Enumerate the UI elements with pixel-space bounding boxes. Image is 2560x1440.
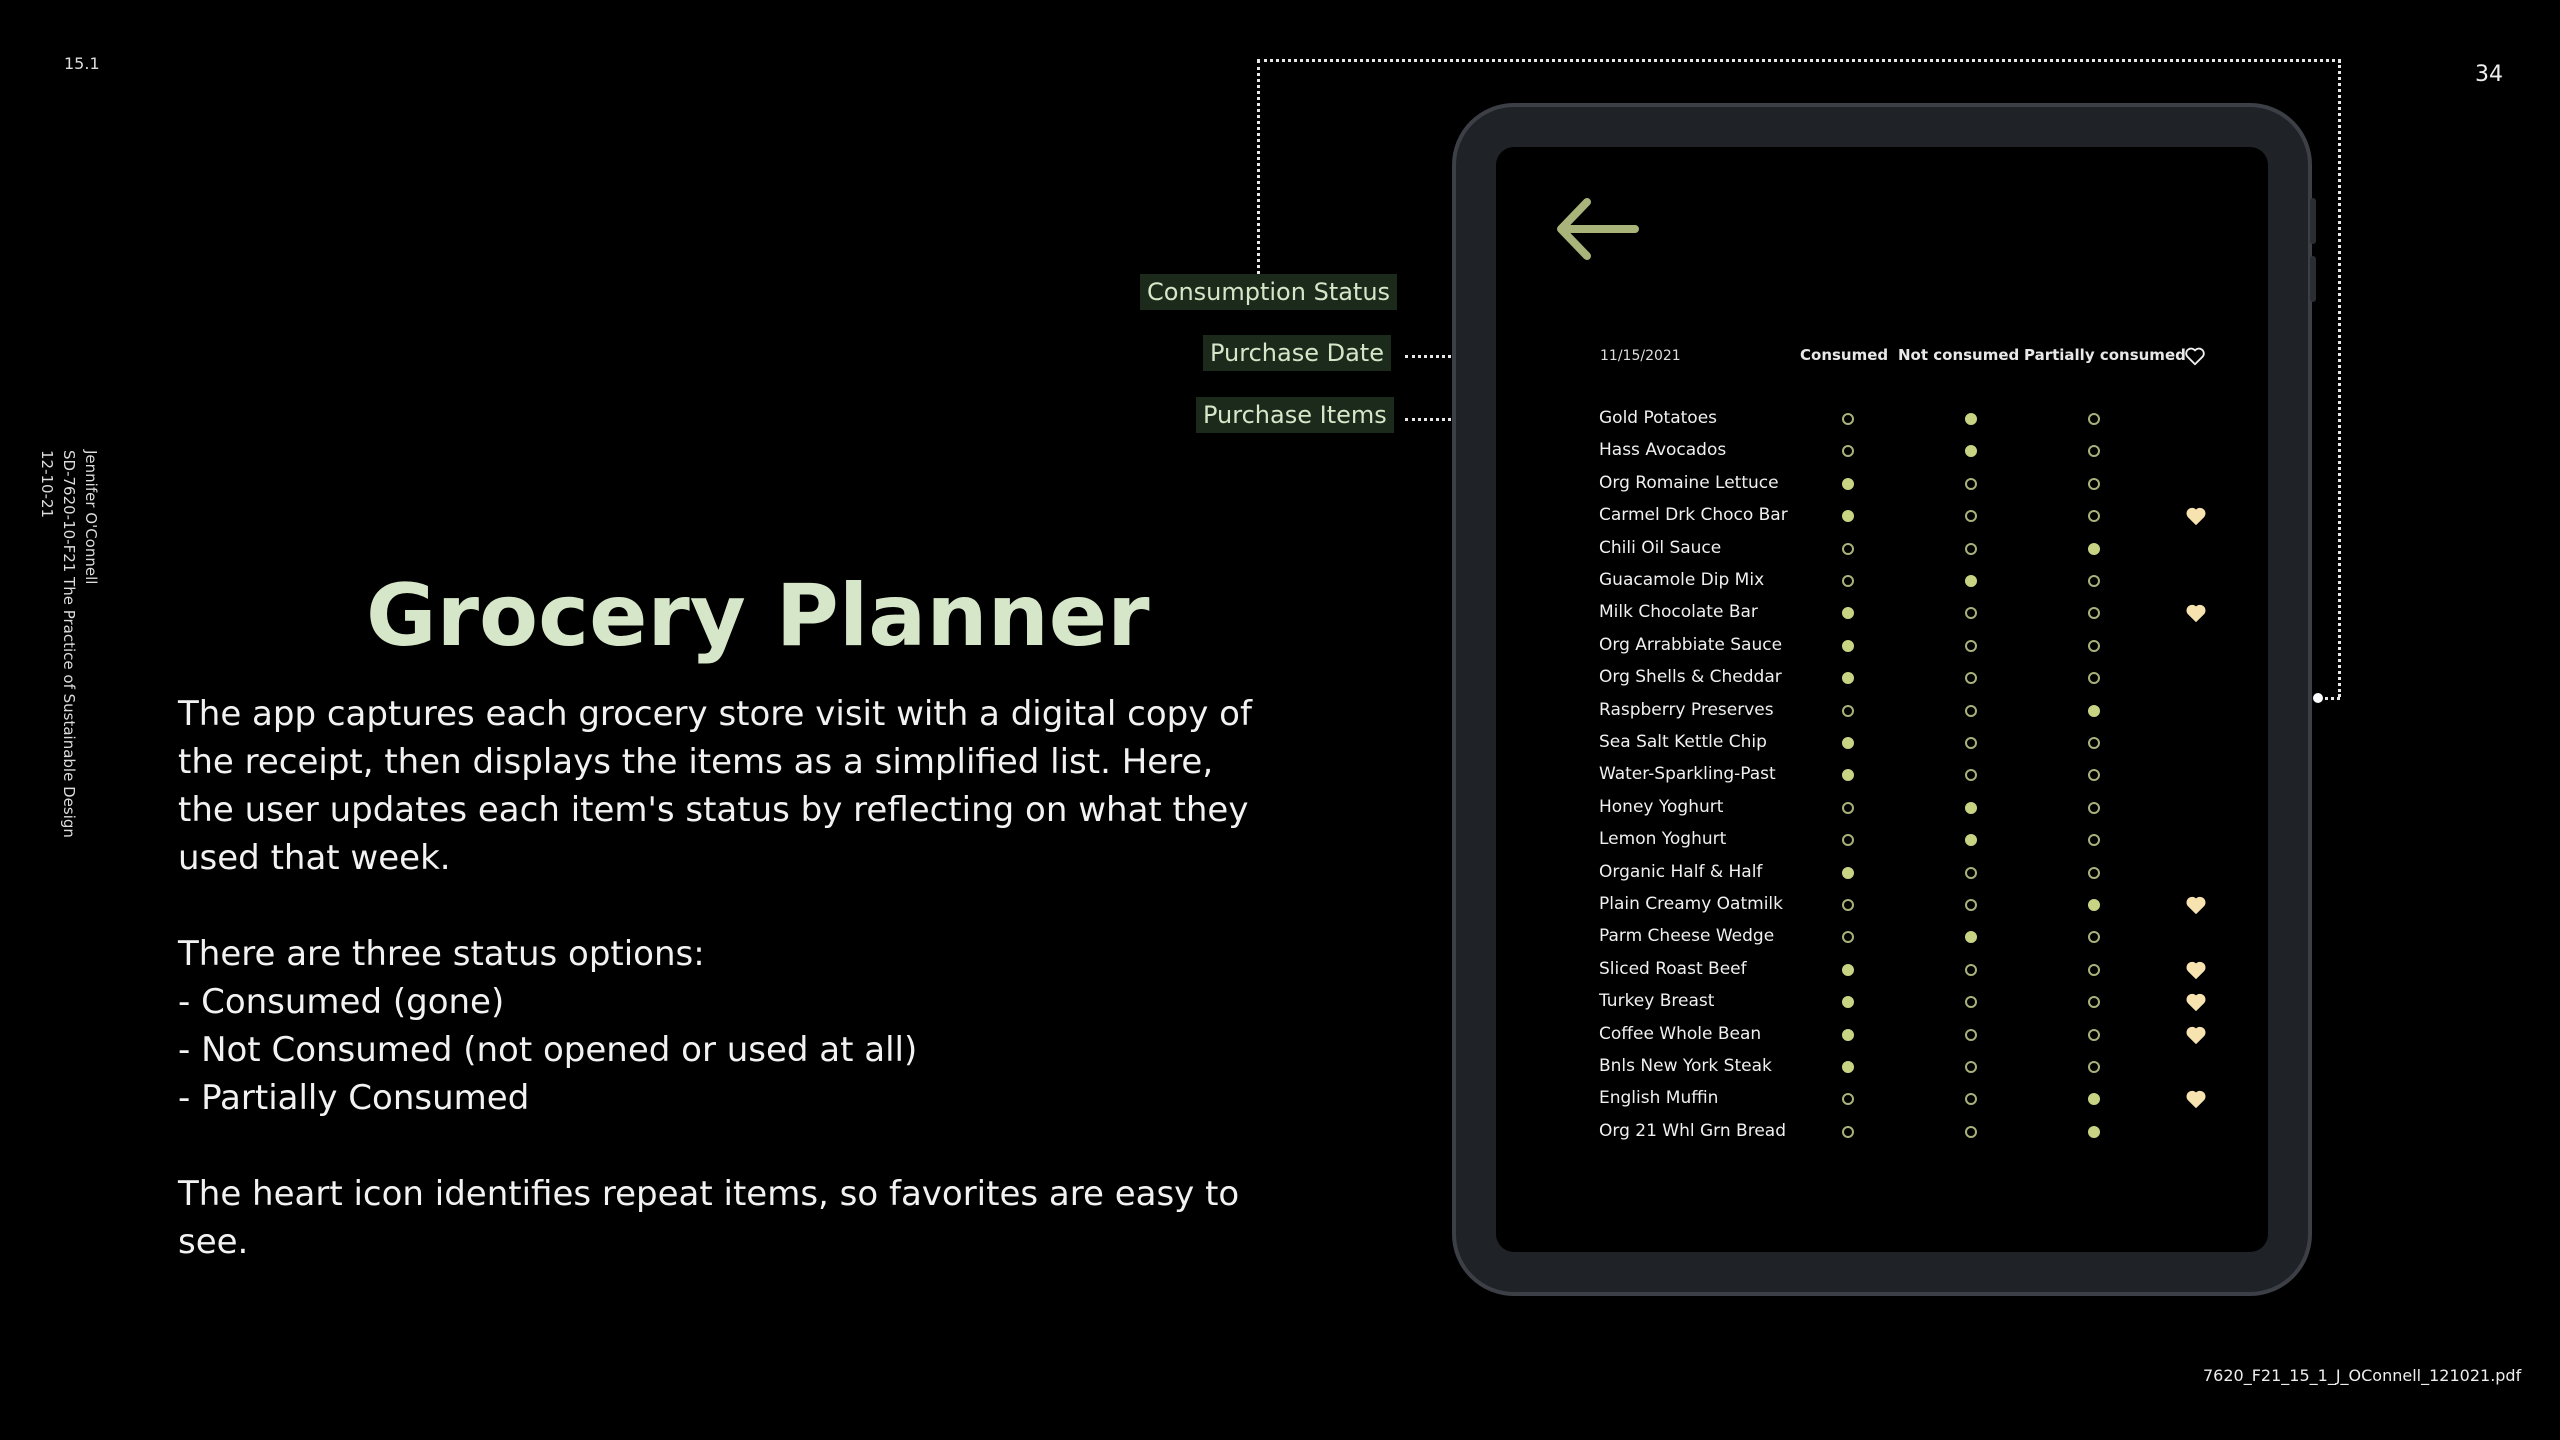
status-radio-partially-consumed[interactable] <box>2088 478 2100 490</box>
slide-date: 12-10-21 <box>38 450 56 519</box>
heart-icon[interactable] <box>2185 602 2207 624</box>
status-radio-consumed[interactable] <box>1842 445 1854 457</box>
item-name: Sea Salt Kettle Chip <box>1599 732 1767 752</box>
page-title: Grocery Planner <box>366 566 1150 666</box>
item-name: Org Arrabbiate Sauce <box>1599 635 1783 655</box>
status-radio-partially-consumed[interactable] <box>2088 575 2100 587</box>
status-radio-partially-consumed[interactable] <box>2088 834 2100 846</box>
item-name: Raspberry Preserves <box>1599 700 1774 720</box>
item-name: Organic Half & Half <box>1599 862 1763 882</box>
status-radio-not-consumed[interactable] <box>1965 478 1977 490</box>
status-radio-partially-consumed[interactable] <box>2088 931 2100 943</box>
status-radio-partially-consumed[interactable] <box>2088 867 2100 879</box>
status-radio-partially-consumed[interactable] <box>2088 802 2100 814</box>
item-name: Guacamole Dip Mix <box>1599 570 1765 590</box>
item-name: Coffee Whole Bean <box>1599 1024 1762 1044</box>
status-radio-partially-consumed[interactable] <box>2088 640 2100 652</box>
item-name: Org 21 Whl Grn Bread <box>1599 1121 1786 1141</box>
status-radio-partially-consumed[interactable] <box>2088 1126 2100 1138</box>
tablet-side-button <box>2310 198 2316 244</box>
item-name: Org Romaine Lettuce <box>1599 473 1779 493</box>
status-radio-partially-consumed[interactable] <box>2088 607 2100 619</box>
connector-line <box>1257 59 2341 62</box>
status-radio-not-consumed[interactable] <box>1965 672 1977 684</box>
item-name: Org Shells & Cheddar <box>1599 667 1782 687</box>
status-radio-not-consumed[interactable] <box>1965 867 1977 879</box>
status-radio-consumed[interactable] <box>1842 672 1854 684</box>
status-radio-consumed[interactable] <box>1842 834 1854 846</box>
status-radio-consumed[interactable] <box>1842 1029 1854 1041</box>
status-option: - Not Consumed (not opened or used at all) <box>178 1030 918 1070</box>
status-radio-not-consumed[interactable] <box>1965 1029 1977 1041</box>
purchase-date: 11/15/2021 <box>1600 348 1681 364</box>
status-radio-not-consumed[interactable] <box>1965 996 1977 1008</box>
status-radio-not-consumed[interactable] <box>1965 575 1977 587</box>
item-name: Sliced Roast Beef <box>1599 959 1747 979</box>
column-header-consumed: Consumed <box>1800 346 1889 364</box>
status-radio-partially-consumed[interactable] <box>2088 996 2100 1008</box>
status-radio-not-consumed[interactable] <box>1965 899 1977 911</box>
course-name: SD-7620-10-F21 The Practice of Sustainable Design <box>60 450 78 838</box>
status-radio-not-consumed[interactable] <box>1965 802 1977 814</box>
status-radio-consumed[interactable] <box>1842 1061 1854 1073</box>
status-radio-consumed[interactable] <box>1842 607 1854 619</box>
tablet-side-button <box>2310 256 2316 302</box>
status-radio-not-consumed[interactable] <box>1965 607 1977 619</box>
item-name: Bnls New York Steak <box>1599 1056 1772 1076</box>
status-radio-not-consumed[interactable] <box>1965 510 1977 522</box>
callout-purchase-items: Purchase Items <box>1196 397 1394 433</box>
status-radio-partially-consumed[interactable] <box>2088 1061 2100 1073</box>
status-radio-partially-consumed[interactable] <box>2088 445 2100 457</box>
heart-outline-icon <box>2184 345 2206 367</box>
side-metadata <box>36 450 102 838</box>
status-radio-partially-consumed[interactable] <box>2088 1093 2100 1105</box>
item-name: Hass Avocados <box>1599 440 1727 460</box>
connector-line <box>1257 60 1260 274</box>
status-radio-consumed[interactable] <box>1842 964 1854 976</box>
heart-explanation: The heart icon identifies repeat items, so favorites are easy to see. <box>178 1174 1240 1262</box>
heart-icon[interactable] <box>2185 894 2207 916</box>
author-name: Jennifer O'Connell <box>82 450 100 585</box>
status-radio-consumed[interactable] <box>1842 737 1854 749</box>
status-radio-partially-consumed[interactable] <box>2088 510 2100 522</box>
status-radio-consumed[interactable] <box>1842 867 1854 879</box>
status-radio-partially-consumed[interactable] <box>2088 543 2100 555</box>
footer-filename: 7620_F21_15_1_J_OConnell_121021.pdf <box>2203 1366 2522 1385</box>
status-radio-consumed[interactable] <box>1842 510 1854 522</box>
description <box>178 690 1258 1266</box>
status-radio-not-consumed[interactable] <box>1965 413 1977 425</box>
status-radio-consumed[interactable] <box>1842 705 1854 717</box>
status-radio-not-consumed[interactable] <box>1965 640 1977 652</box>
item-name: Chili Oil Sauce <box>1599 538 1722 558</box>
status-radio-not-consumed[interactable] <box>1965 931 1977 943</box>
status-radio-consumed[interactable] <box>1842 543 1854 555</box>
status-radio-partially-consumed[interactable] <box>2088 964 2100 976</box>
status-radio-partially-consumed[interactable] <box>2088 1029 2100 1041</box>
status-radio-not-consumed[interactable] <box>1965 737 1977 749</box>
item-name: Lemon Yoghurt <box>1599 829 1727 849</box>
item-name: Parm Cheese Wedge <box>1599 926 1775 946</box>
status-radio-consumed[interactable] <box>1842 931 1854 943</box>
status-option: - Consumed (gone) <box>178 982 505 1022</box>
heart-icon[interactable] <box>2185 1024 2207 1046</box>
slide-section-label: 15.1 <box>64 54 100 73</box>
item-name: Gold Potatoes <box>1599 408 1718 428</box>
connector-line <box>2338 60 2341 697</box>
callout-purchase-date: Purchase Date <box>1203 335 1391 371</box>
status-radio-not-consumed[interactable] <box>1965 964 1977 976</box>
status-radio-consumed[interactable] <box>1842 478 1854 490</box>
item-name: Honey Yoghurt <box>1599 797 1724 817</box>
heart-icon[interactable] <box>2185 505 2207 527</box>
status-radio-partially-consumed[interactable] <box>2088 737 2100 749</box>
status-radio-consumed[interactable] <box>1842 1126 1854 1138</box>
column-header-not-consumed: Not consumed <box>1898 346 2020 364</box>
callout-consumption-status: Consumption Status <box>1140 274 1397 310</box>
status-radio-consumed[interactable] <box>1842 413 1854 425</box>
column-header-partially-consumed: Partially consumed <box>2024 346 2186 364</box>
status-radio-consumed[interactable] <box>1842 899 1854 911</box>
status-radio-not-consumed[interactable] <box>1965 1093 1977 1105</box>
connector-endpoint <box>2313 693 2323 703</box>
status-radio-consumed[interactable] <box>1842 1093 1854 1105</box>
arrow-left-icon[interactable] <box>1555 196 1641 262</box>
page-number: 34 <box>2475 62 2503 87</box>
status-radio-not-consumed[interactable] <box>1965 1061 1977 1073</box>
item-name: Milk Chocolate Bar <box>1599 602 1758 622</box>
item-name: Plain Creamy Oatmilk <box>1599 894 1783 914</box>
heart-icon[interactable] <box>2185 1088 2207 1110</box>
heart-icon[interactable] <box>2185 991 2207 1013</box>
item-name: English Muffin <box>1599 1088 1719 1108</box>
status-radio-partially-consumed[interactable] <box>2088 769 2100 781</box>
status-radio-not-consumed[interactable] <box>1965 834 1977 846</box>
status-radio-partially-consumed[interactable] <box>2088 899 2100 911</box>
status-radio-partially-consumed[interactable] <box>2088 413 2100 425</box>
status-radio-consumed[interactable] <box>1842 802 1854 814</box>
status-radio-not-consumed[interactable] <box>1965 705 1977 717</box>
heart-icon[interactable] <box>2185 959 2207 981</box>
status-radio-not-consumed[interactable] <box>1965 445 1977 457</box>
status-options-intro: There are three status options: <box>178 934 705 974</box>
status-radio-consumed[interactable] <box>1842 769 1854 781</box>
status-radio-consumed[interactable] <box>1842 640 1854 652</box>
status-radio-consumed[interactable] <box>1842 575 1854 587</box>
item-name: Water-Sparkling-Past <box>1599 764 1776 784</box>
item-name: Turkey Breast <box>1599 991 1715 1011</box>
status-radio-partially-consumed[interactable] <box>2088 672 2100 684</box>
status-radio-not-consumed[interactable] <box>1965 1126 1977 1138</box>
status-radio-consumed[interactable] <box>1842 996 1854 1008</box>
description-paragraph: The app captures each grocery store visit with a digital copy of the receipt, then displays the items as a simplified list. Here, the user updates each item's status by reflecting on what they used that week. <box>178 694 1252 878</box>
item-name: Carmel Drk Choco Bar <box>1599 505 1788 525</box>
status-radio-not-consumed[interactable] <box>1965 769 1977 781</box>
status-radio-not-consumed[interactable] <box>1965 543 1977 555</box>
status-option: - Partially Consumed <box>178 1078 530 1118</box>
status-radio-partially-consumed[interactable] <box>2088 705 2100 717</box>
